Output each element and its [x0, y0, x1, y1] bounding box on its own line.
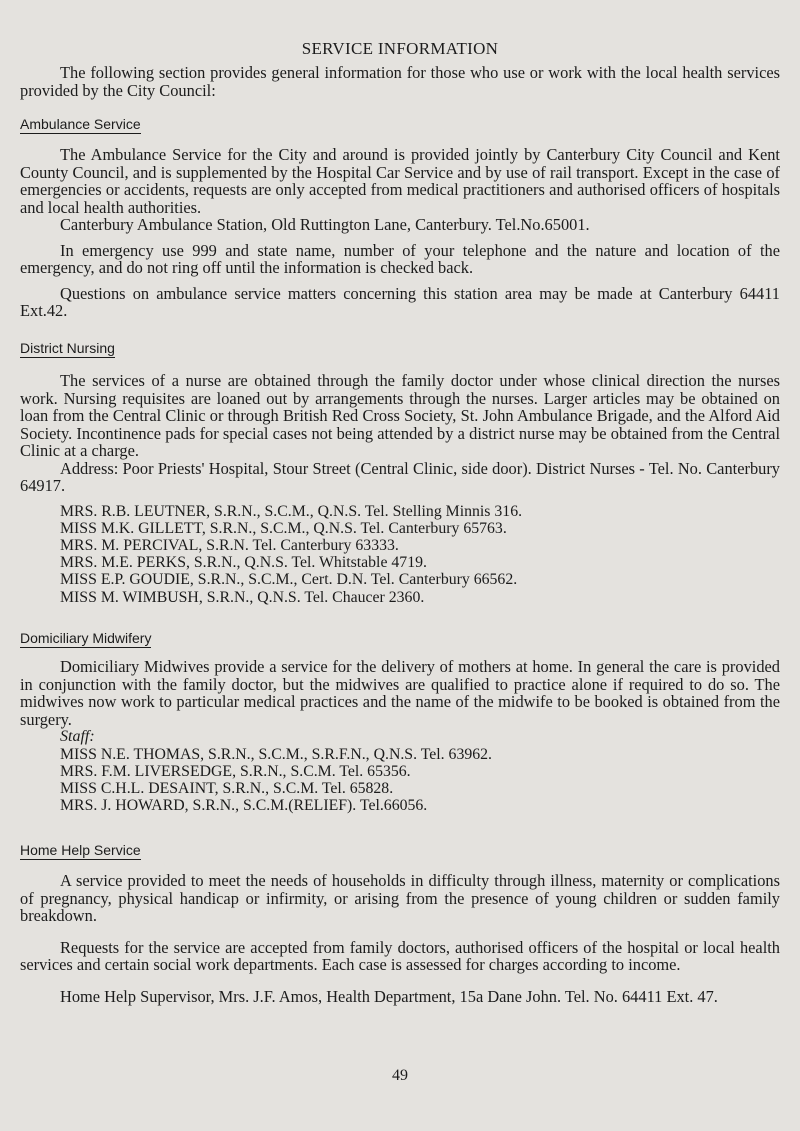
midwifery-heading: Domiciliary Midwifery: [20, 630, 152, 646]
list-item: MRS. M. PERCIVAL, S.R.N. Tel. Canterbury 63333.: [60, 536, 399, 554]
list-item: MISS M.K. GILLETT, S.R.N., S.C.M., Q.N.S. Tel. Canterbury 65763.: [60, 519, 507, 537]
page-title: SERVICE INFORMATION: [301, 39, 499, 58]
homehelp-body: [20, 872, 780, 1005]
nursing-body: [20, 372, 780, 606]
homehelp-section: [20, 842, 780, 860]
nursing-paragraph-2: Address: Poor Priests' Hospital, Stour Street (Central Clinic, side door). District Nurses - Tel. No. Canterbury 64917.: [20, 458, 780, 495]
ambulance-paragraph-4: Questions on ambulance service matters concerning this station area may be made at Canterbury 64411 Ext.42.: [20, 283, 780, 320]
list-item: MISS E.P. GOUDIE, S.R.N., S.C.M., Cert. D.N. Tel. Canterbury 66562.: [60, 571, 518, 589]
midwifery-staff-list: [20, 746, 780, 815]
list-item: MISS C.H.L. DESAINT, S.R.N., S.C.M. Tel. 65828.: [60, 779, 394, 797]
list-item: MRS. R.B. LEUTNER, S.R.N., S.C.M., Q.N.S. Tel. Stelling Minnis 316.: [60, 502, 523, 520]
ambulance-paragraph-3: In emergency use 999 and state name, number of your telephone and the nature and location of the emergency, and do not ring off until the information is checked back.: [20, 240, 780, 277]
homehelp-paragraph-2: Requests for the service are accepted from family doctors, authorised officers of the hospital or local health services and certain social work departments. Each case is assessed for charges according to income.: [20, 937, 780, 974]
homehelp-heading: Home Help Service: [20, 842, 141, 858]
intro-section: [20, 64, 780, 99]
ambulance-paragraph-1: The Ambulance Service for the City and around is provided jointly by Canterbury City Council and Kent County Council, and is supplemented by the Hospital Car Service and by use of rail transport. Except in the case of emergencies or accidents, requests are only accepted from medical practitioners and authorised officers of hospitals and local health authorities.: [20, 145, 780, 217]
ambulance-heading: Ambulance Service: [20, 116, 141, 132]
list-item: MRS. F.M. LIVERSEDGE, S.R.N., S.C.M. Tel. 65356.: [60, 762, 411, 780]
list-item: MRS. J. HOWARD, S.R.N., S.C.M.(RELIEF). Tel.66056.: [60, 797, 428, 815]
staff-label: Staff:: [60, 728, 95, 745]
homehelp-paragraph-1: A service provided to meet the needs of households in difficulty through illness, maternity or complications of pregnancy, physical handicap or infirmity, or arising from the presence of young children or sudden family breakdown.: [20, 871, 780, 925]
homehelp-paragraph-3: Home Help Supervisor, Mrs. J.F. Amos, Health Department, 15a Dane John. Tel. No. 64411 Ext. 47.: [60, 986, 718, 1006]
midwifery-paragraph-1: Domiciliary Midwives provide a service for the delivery of mothers at home. In general the care is provided in conjunction with the family doctor, but the midwives are qualified to practice alone if required to do so. The midwives now work to particular medical practices and the name of the midwife to be booked is obtained from the surgery.: [20, 657, 780, 729]
ambulance-body: [20, 146, 780, 320]
midwifery-body: [20, 658, 780, 814]
nursing-section: [20, 340, 780, 358]
nursing-staff-list: [20, 503, 780, 606]
list-item: MRS. M.E. PERKS, S.R.N., Q.N.S. Tel. Whitstable 4719.: [60, 554, 427, 572]
ambulance-paragraph-2: Canterbury Ambulance Station, Old Ruttington Lane, Canterbury. Tel.No.65001.: [60, 215, 590, 234]
list-item: MISS M. WIMBUSH, S.R.N., Q.N.S. Tel. Chaucer 2360.: [60, 588, 425, 606]
page-number: 49: [392, 1067, 408, 1084]
nursing-heading: District Nursing: [20, 340, 115, 356]
midwifery-section: [20, 630, 780, 648]
ambulance-section: [20, 116, 780, 134]
list-item: MISS N.E. THOMAS, S.R.N., S.C.M., S.R.F.N., Q.N.S. Tel. 63962.: [60, 745, 492, 763]
intro-paragraph: The following section provides general information for those who use or work with the local health services provided by the City Council:: [20, 63, 780, 100]
nursing-paragraph-1: The services of a nurse are obtained through the family doctor under whose clinical direction the nurses work. Nursing requisites are loaned out by arrangements through the nurses. Larger articles may be obtained on loan from the Central Clinic or through British Red Cross Society, St. John Ambulance Brigade, and the Alford Aid Society. Incontinence pads for special cases not being attended by a district nurse may be obtained from the Central Clinic at a charge.: [20, 371, 780, 460]
